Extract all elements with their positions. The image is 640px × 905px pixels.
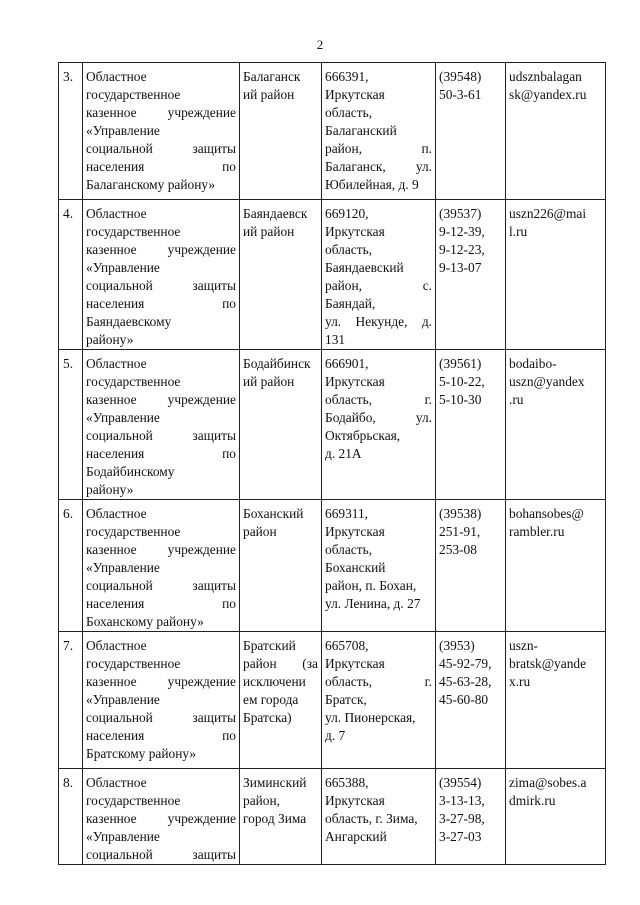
row-number-cell [59, 63, 83, 200]
table-row [59, 632, 606, 769]
address-cell [322, 350, 436, 500]
address-line: Братск, [325, 692, 367, 707]
address-line: Балаганский [325, 123, 397, 138]
address-line: ул. Пионерская, [325, 710, 416, 725]
email-line: l.ru [509, 224, 528, 239]
organization-cell [83, 350, 240, 500]
email-line: bratsk@yande [509, 656, 587, 671]
org-line: социальной защиты [86, 847, 236, 862]
address-cell [322, 63, 436, 200]
phone-line: 3-13-13, [439, 793, 485, 808]
email-line: x.ru [509, 674, 531, 689]
org-line: социальной защиты [86, 278, 236, 293]
district-line: ий район [243, 87, 295, 102]
district-line: Бодайбинск [243, 356, 311, 371]
address-line: Баяндай, [325, 296, 376, 311]
address-line: область, г. Зима, [325, 811, 418, 826]
phone-cell [436, 500, 506, 632]
phone-cell [436, 632, 506, 769]
address-line: Ангарский [325, 829, 387, 844]
district-line: Братска) [243, 710, 292, 725]
email-cell [506, 200, 606, 350]
email-line: udsznbalagan [509, 69, 582, 84]
phone-line: 5-10-30 [439, 392, 482, 407]
address-line: Балаганск, ул. [325, 159, 432, 174]
email-cell [506, 632, 606, 769]
table-row [59, 200, 606, 350]
table-row [59, 63, 606, 200]
organization-cell [83, 200, 240, 350]
district-line: Братский [243, 638, 296, 653]
email-line: sk@yandex.ru [509, 87, 587, 102]
phone-line: 3-27-03 [439, 829, 482, 844]
org-line: государственное [86, 793, 181, 808]
org-line: казенное учреждение [86, 674, 236, 689]
address-cell [322, 632, 436, 769]
org-line: населения по [86, 296, 236, 311]
email-cell [506, 500, 606, 632]
phone-line: 45-92-79, [439, 656, 492, 671]
org-line: казенное учреждение [86, 811, 236, 826]
org-line: Областное [86, 206, 147, 221]
address-line: 666391, [325, 69, 369, 84]
address-line: Иркутская [325, 793, 385, 808]
row-number: 6. [63, 506, 74, 521]
email-line: bodaibo- [509, 356, 557, 371]
address-line: Боханский [325, 560, 386, 575]
phone-cell [436, 350, 506, 500]
phone-line: 45-60-80 [439, 692, 489, 707]
row-number: 5. [63, 356, 74, 371]
district-line: ем города [243, 692, 299, 707]
district-line: город Зима [243, 811, 307, 826]
address-line: ул. Некунде, д. [325, 314, 432, 329]
org-line: Боханскому району» [86, 614, 204, 629]
district-cell [240, 350, 322, 500]
phone-line: 253-08 [439, 542, 477, 557]
row-number: 3. [63, 69, 74, 84]
org-line: социальной защиты [86, 710, 236, 725]
org-line: казенное учреждение [86, 542, 236, 557]
org-line: государственное [86, 87, 181, 102]
address-line: район, п. [325, 141, 432, 156]
org-line: социальной защиты [86, 578, 236, 593]
row-number-cell [59, 350, 83, 500]
address-cell [322, 500, 436, 632]
phone-line: 9-12-23, [439, 242, 485, 257]
row-number-cell [59, 500, 83, 632]
organization-cell [83, 63, 240, 200]
address-line: д. 21А [325, 446, 362, 461]
org-line: казенное учреждение [86, 392, 236, 407]
address-line: Иркутская [325, 374, 385, 389]
address-line: 669120, [325, 206, 369, 221]
address-line: область, г. [325, 674, 432, 689]
org-line: казенное учреждение [86, 242, 236, 257]
row-number-cell [59, 200, 83, 350]
district-line: Баяндаевск [243, 206, 308, 221]
district-line: исключени [243, 674, 306, 689]
row-number-cell [59, 632, 83, 769]
org-line: Бодайбинскому [86, 464, 175, 479]
district-line: район (за [243, 656, 318, 671]
address-line: д. 7 [325, 728, 346, 743]
phone-cell [436, 769, 506, 865]
email-line: zima@sobes.a [509, 775, 587, 790]
address-line: 666901, [325, 356, 369, 371]
org-line: Братскому району» [86, 746, 197, 761]
org-line: «Управление [86, 410, 160, 425]
table-row [59, 769, 606, 865]
org-line: населения по [86, 596, 236, 611]
address-line: 665708, [325, 638, 369, 653]
address-line: Иркутская [325, 87, 385, 102]
org-line: «Управление [86, 560, 160, 575]
institutions-table [58, 62, 606, 865]
org-line: району» [86, 332, 134, 347]
district-cell [240, 632, 322, 769]
phone-line: (39548) [439, 69, 482, 84]
phone-line: 9-12-39, [439, 224, 485, 239]
address-line: область, [325, 542, 373, 557]
email-cell [506, 63, 606, 200]
phone-line: 50-3-61 [439, 87, 482, 102]
district-line: ий район [243, 224, 295, 239]
district-cell [240, 769, 322, 865]
email-line: .ru [509, 392, 524, 407]
address-line: область, [325, 242, 373, 257]
org-line: Областное [86, 775, 147, 790]
address-line: Баяндаевский [325, 260, 404, 275]
district-cell [240, 200, 322, 350]
org-line: населения по [86, 446, 236, 461]
phone-line: 5-10-22, [439, 374, 485, 389]
address-line: область, [325, 105, 373, 120]
phone-line: 3-27-98, [439, 811, 485, 826]
org-line: населения по [86, 159, 236, 174]
org-line: району» [86, 482, 134, 497]
address-line: Юбилейная, д. 9 [325, 177, 419, 192]
row-number: 8. [63, 775, 74, 790]
email-line: dmirk.ru [509, 793, 556, 808]
email-line: uszn226@mai [509, 206, 587, 221]
phone-line: 9-13-07 [439, 260, 482, 275]
address-line: район, с. [325, 278, 432, 293]
org-line: социальной защиты [86, 141, 236, 156]
org-line: Областное [86, 69, 147, 84]
table-row [59, 500, 606, 632]
org-line: государственное [86, 374, 181, 389]
address-line: 669311, [325, 506, 369, 521]
page-number: 2 [316, 37, 324, 52]
address-line: Бодайбо, ул. [325, 410, 432, 425]
phone-line: (39537) [439, 206, 482, 221]
address-cell [322, 769, 436, 865]
district-cell [240, 500, 322, 632]
address-line: 665388, [325, 775, 369, 790]
org-line: Областное [86, 638, 147, 653]
district-line: Балаганск [243, 69, 301, 84]
address-line: район, п. Бохан, [325, 578, 417, 593]
org-line: государственное [86, 224, 181, 239]
address-line: Иркутская [325, 224, 385, 239]
org-line: Баяндаевскому [86, 314, 172, 329]
email-line: rambler.ru [509, 524, 565, 539]
email-line: uszn@yandex [509, 374, 585, 389]
phone-cell [436, 200, 506, 350]
address-line: область, г. [325, 392, 432, 407]
district-line: район [243, 524, 277, 539]
email-cell [506, 350, 606, 500]
district-line: ий район [243, 374, 295, 389]
district-cell [240, 63, 322, 200]
organization-cell [83, 632, 240, 769]
org-line: «Управление [86, 829, 160, 844]
org-line: государственное [86, 656, 181, 671]
address-line: Иркутская [325, 656, 385, 671]
org-line: казенное учреждение [86, 105, 236, 120]
row-number-cell [59, 769, 83, 865]
table-body [59, 63, 606, 865]
row-number: 7. [63, 638, 74, 653]
phone-line: (3953) [439, 638, 475, 653]
org-line: «Управление [86, 123, 160, 138]
address-line: Октябрьская, [325, 428, 401, 443]
org-line: населения по [86, 728, 236, 743]
org-line: социальной защиты [86, 428, 236, 443]
email-line: bohansobes@ [509, 506, 584, 521]
organization-cell [83, 500, 240, 632]
email-line: uszn- [509, 638, 539, 653]
address-cell [322, 200, 436, 350]
phone-cell [436, 63, 506, 200]
phone-line: 251-91, [439, 524, 481, 539]
address-line: ул. Ленина, д. 27 [325, 596, 421, 611]
phone-line: (39538) [439, 506, 482, 521]
address-line: 131 [325, 332, 346, 347]
org-line: Областное [86, 506, 147, 521]
org-line: государственное [86, 524, 181, 539]
phone-line: (39554) [439, 775, 482, 790]
address-line: Иркутская [325, 524, 385, 539]
district-line: Боханский [243, 506, 304, 521]
phone-line: (39561) [439, 356, 482, 371]
org-line: «Управление [86, 260, 160, 275]
phone-line: 45-63-28, [439, 674, 492, 689]
org-line: Балаганскому району» [86, 177, 216, 192]
email-cell [506, 769, 606, 865]
table-row [59, 350, 606, 500]
row-number: 4. [63, 206, 74, 221]
organization-cell [83, 769, 240, 865]
org-line: Областное [86, 356, 147, 371]
district-line: район, [243, 793, 281, 808]
org-line: «Управление [86, 692, 160, 707]
district-line: Зиминский [243, 775, 307, 790]
